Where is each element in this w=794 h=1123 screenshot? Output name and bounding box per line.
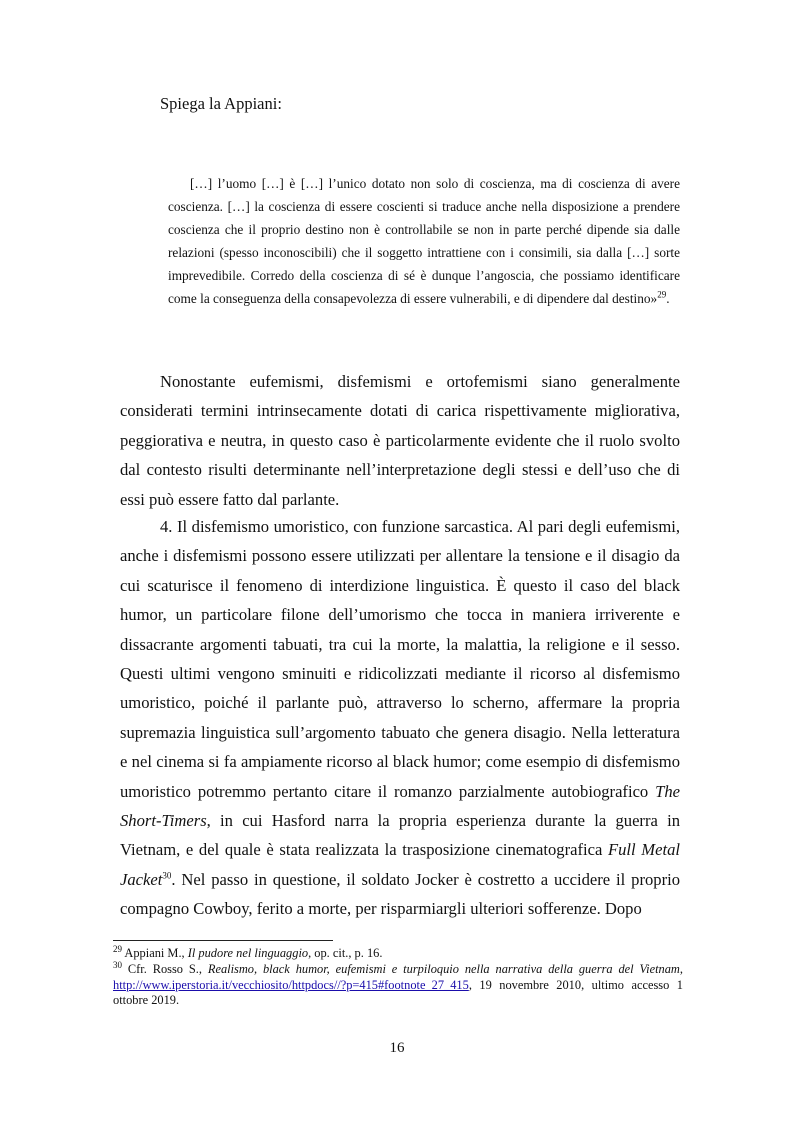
footnote-29-rest: , op. cit., p. 16. [308, 946, 383, 960]
footnote-30-title: Realismo, black humor, eufemismi e turpiloquio nella narrativa della guerra del Vietnam [207, 962, 680, 976]
footnote-30-number: 30 [113, 959, 122, 970]
paragraph-2-text-c: . Nel passo in questione, il soldato Jocker è costretto a uccidere il proprio compagno Cowboy, ferito a morte, per risparmiargli ulteriori sofferenze. Dopo [120, 869, 680, 919]
paragraph-1 [120, 367, 680, 514]
page-number: 16 [389, 1040, 405, 1056]
footnote-ref-30[interactable]: 30 [162, 870, 172, 881]
quote-body: […] l’uomo […] è […] l’unico dotato non solo di coscienza, ma di coscienza di avere coscienza. […] la coscienza di essere coscienti si traduce anche nella disposizione a prendere coscienza che il proprio destino non è controllabile se non in parte perché dipende sia dalle relazioni (spesso inconoscibili) che il soggetto intrattiene con i consimili, sia dalla […] sorte imprevedibile. Corredo della coscienza di sé è dunque l’angoscia, che possiamo identificare come la conseguenza della consapevolezza di essere vulnerabili, e di dipendere dal destino» [168, 176, 680, 306]
block-quote [168, 172, 680, 310]
footnote-30-link[interactable]: http://www.iperstoria.it/vecchiosito/httpdocs//?p=415#footnote_27_415 [113, 977, 469, 992]
footnote-separator [113, 940, 333, 941]
book-title: The Short-Timers [120, 781, 680, 831]
quote-end: . [666, 291, 670, 306]
quote-text [168, 172, 680, 310]
intro-line: Spiega la Appiani: [160, 94, 282, 113]
footnote-29-number: 29 [113, 943, 122, 954]
paragraph-2-text-a: 4. Il disfemismo umoristico, con funzione sarcastica. Al pari degli eufemismi, anche i disfemismi possono essere utilizzati per allentare la tensione e il disagio da cui scaturisce il fenomeno di interdizione linguistica. È questo il caso del black humor, un particolare filone dell’umorismo che tocca in maniera irriverente e dissacrante argomenti tabuati, tra cui la morte, la malattia, la religione e il sesso. Questi ultimi vengono sminuiti e ridicolizzati mediante il ricorso al disfemismo umoristico, poiché il parlante può, attraverso lo scherno, affermare la propria supremazia linguistica sull’argomento tabuato che genera disagio. Nella letteratura e nel cinema si fa ampiamente ricorso al black humor; come esempio di disfemismo umoristico potremmo pertanto citare il romanzo parzialmente autobiografico [120, 517, 680, 801]
paragraph-1-text: Nonostante eufemismi, disfemismi e ortofemismi siano generalmente considerati termini intrinsecamente dotati di carica rispettivamente migliorativa, peggiorativa e neutra, in questo caso è particolarmente evidente che il ruolo svolto dal contesto risulti determinante nell’interpretazione degli stessi e dell’uso che di essi può essere fatto dal parlante. [120, 372, 680, 509]
footnote-30-author: Cfr. Rosso S., [122, 962, 208, 976]
paragraph-2 [120, 512, 680, 924]
footnote-30 [113, 959, 683, 1009]
footnote-29-author: Appiani M., [122, 946, 188, 960]
film-title: Full Metal Jacket [120, 840, 680, 889]
footnote-30-sep: , [679, 962, 683, 976]
footnote-30-rest: , 19 novembre 2010, ultimo accesso 1 ottobre 2019. [113, 977, 683, 1007]
footnote-29-title: Il pudore nel linguaggio [187, 946, 309, 960]
paragraph-2-text-b: , in cui Hasford narra la propria esperienza durante la guerra in Vietnam, e del quale è stata realizzata la trasposizione cinematografica [120, 811, 680, 860]
footnote-29 [113, 943, 683, 962]
footnote-ref-29[interactable]: 29 [657, 289, 667, 300]
